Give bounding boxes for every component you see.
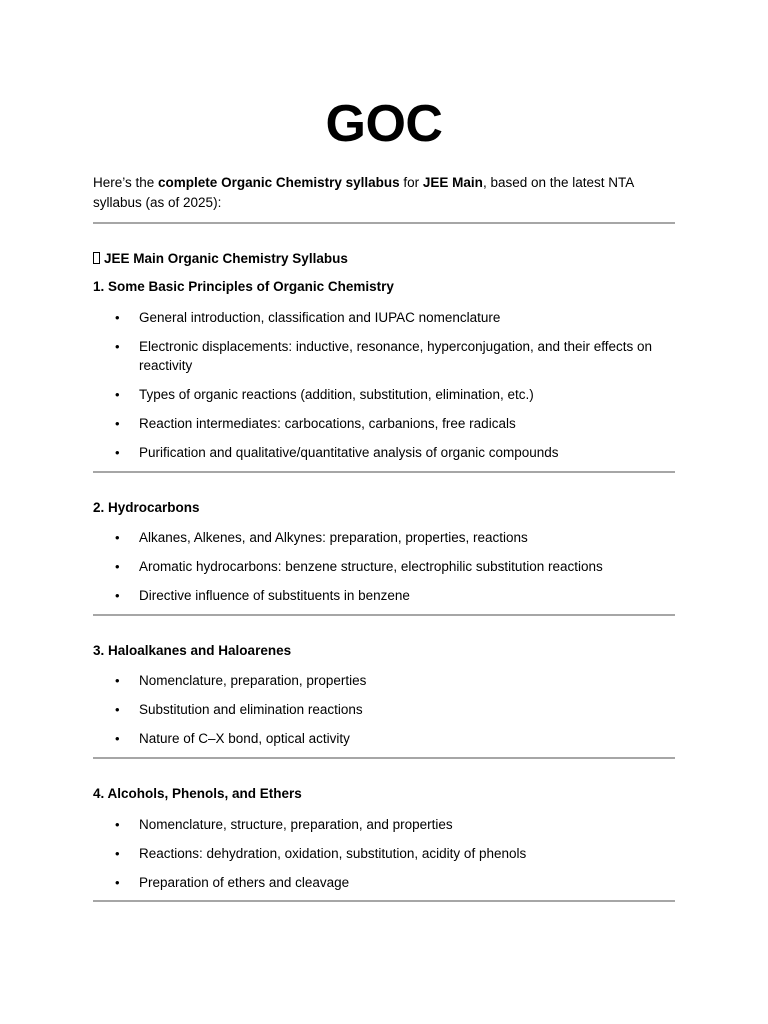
list-item bbox=[93, 414, 675, 433]
section-list bbox=[93, 528, 675, 615]
list-item bbox=[93, 337, 675, 375]
list-item bbox=[93, 873, 675, 892]
list-item-text: Types of organic reactions (addition, substitution, elimination, etc.) bbox=[139, 387, 534, 402]
bullet-icon: • bbox=[115, 559, 120, 574]
section-list bbox=[93, 815, 675, 902]
list-item-text: Reactions: dehydration, oxidation, substitution, acidity of phenols bbox=[139, 846, 527, 861]
bullet-icon: • bbox=[115, 875, 120, 890]
list-item bbox=[93, 815, 675, 834]
bullet-icon: • bbox=[115, 339, 120, 354]
bullet-icon: • bbox=[115, 731, 120, 746]
list-item bbox=[93, 308, 675, 327]
divider-rule bbox=[93, 614, 675, 616]
list-item bbox=[93, 586, 675, 605]
syllabus-heading bbox=[93, 249, 348, 269]
section-heading: 2. Hydrocarbons bbox=[93, 500, 200, 515]
list-item-text: Nomenclature, preparation, properties bbox=[139, 673, 367, 688]
list-item bbox=[93, 671, 675, 690]
intro-paragraph bbox=[93, 173, 663, 213]
list-item bbox=[93, 528, 675, 547]
list-item-text: Nomenclature, structure, preparation, and properties bbox=[139, 817, 453, 832]
list-item-text: Alkanes, Alkenes, and Alkynes: preparation, properties, reactions bbox=[139, 530, 528, 545]
divider-rule bbox=[93, 757, 675, 759]
divider-rule bbox=[93, 900, 675, 902]
bullet-icon: • bbox=[115, 387, 120, 402]
bullet-icon: • bbox=[115, 530, 120, 545]
intro-text-2: for bbox=[399, 175, 423, 190]
section-list bbox=[93, 308, 675, 472]
bullet-icon: • bbox=[115, 416, 120, 431]
bullet-icon: • bbox=[115, 445, 120, 460]
list-item bbox=[93, 700, 675, 719]
intro-text-1: Here’s the bbox=[93, 175, 159, 190]
list-item bbox=[93, 443, 675, 462]
list-item-text: Aromatic hydrocarbons: benzene structure, electrophilic substitution reactions bbox=[139, 559, 603, 574]
bullet-icon: • bbox=[115, 817, 120, 832]
list-item-text: Substitution and elimination reactions bbox=[139, 702, 363, 717]
bullet-icon: • bbox=[115, 588, 120, 603]
bullet-icon: • bbox=[115, 673, 120, 688]
list-item-text: Reaction intermediates: carbocations, carbanions, free radicals bbox=[139, 416, 516, 431]
missing-glyph-icon bbox=[93, 252, 100, 264]
list-item bbox=[93, 844, 675, 863]
section-heading: 1. Some Basic Principles of Organic Chemistry bbox=[93, 279, 394, 294]
list-item-text: General introduction, classification and IUPAC nomenclature bbox=[139, 310, 501, 325]
list-item bbox=[93, 729, 675, 748]
list-item-text: Directive influence of substituents in benzene bbox=[139, 588, 410, 603]
list-item bbox=[93, 557, 675, 576]
list-item bbox=[93, 385, 675, 404]
bullet-icon: • bbox=[115, 310, 120, 325]
divider-rule bbox=[93, 222, 675, 224]
document-title: GOC bbox=[325, 95, 443, 153]
bullet-icon: • bbox=[115, 846, 120, 861]
section-heading: 3. Haloalkanes and Haloarenes bbox=[93, 643, 292, 658]
intro-bold-2: JEE Main bbox=[422, 175, 483, 190]
intro-bold-1: complete Organic Chemistry syllabus bbox=[158, 175, 400, 190]
list-item-text: Preparation of ethers and cleavage bbox=[139, 875, 350, 890]
list-item-text: Electronic displacements: inductive, resonance, hyperconjugation, and their effects on reactivity bbox=[139, 339, 653, 373]
intro-text-3: , based on the latest NTA syllabus (as of 2025): bbox=[93, 175, 634, 210]
syllabus-heading-text: JEE Main Organic Chemistry Syllabus bbox=[104, 251, 348, 266]
bullet-icon: • bbox=[115, 702, 120, 717]
section-list bbox=[93, 671, 675, 758]
list-item-text: Purification and qualitative/quantitative analysis of organic compounds bbox=[139, 445, 559, 460]
divider-rule bbox=[93, 471, 675, 473]
section-heading: 4. Alcohols, Phenols, and Ethers bbox=[93, 786, 302, 801]
list-item-text: Nature of C–X bond, optical activity bbox=[139, 731, 350, 746]
